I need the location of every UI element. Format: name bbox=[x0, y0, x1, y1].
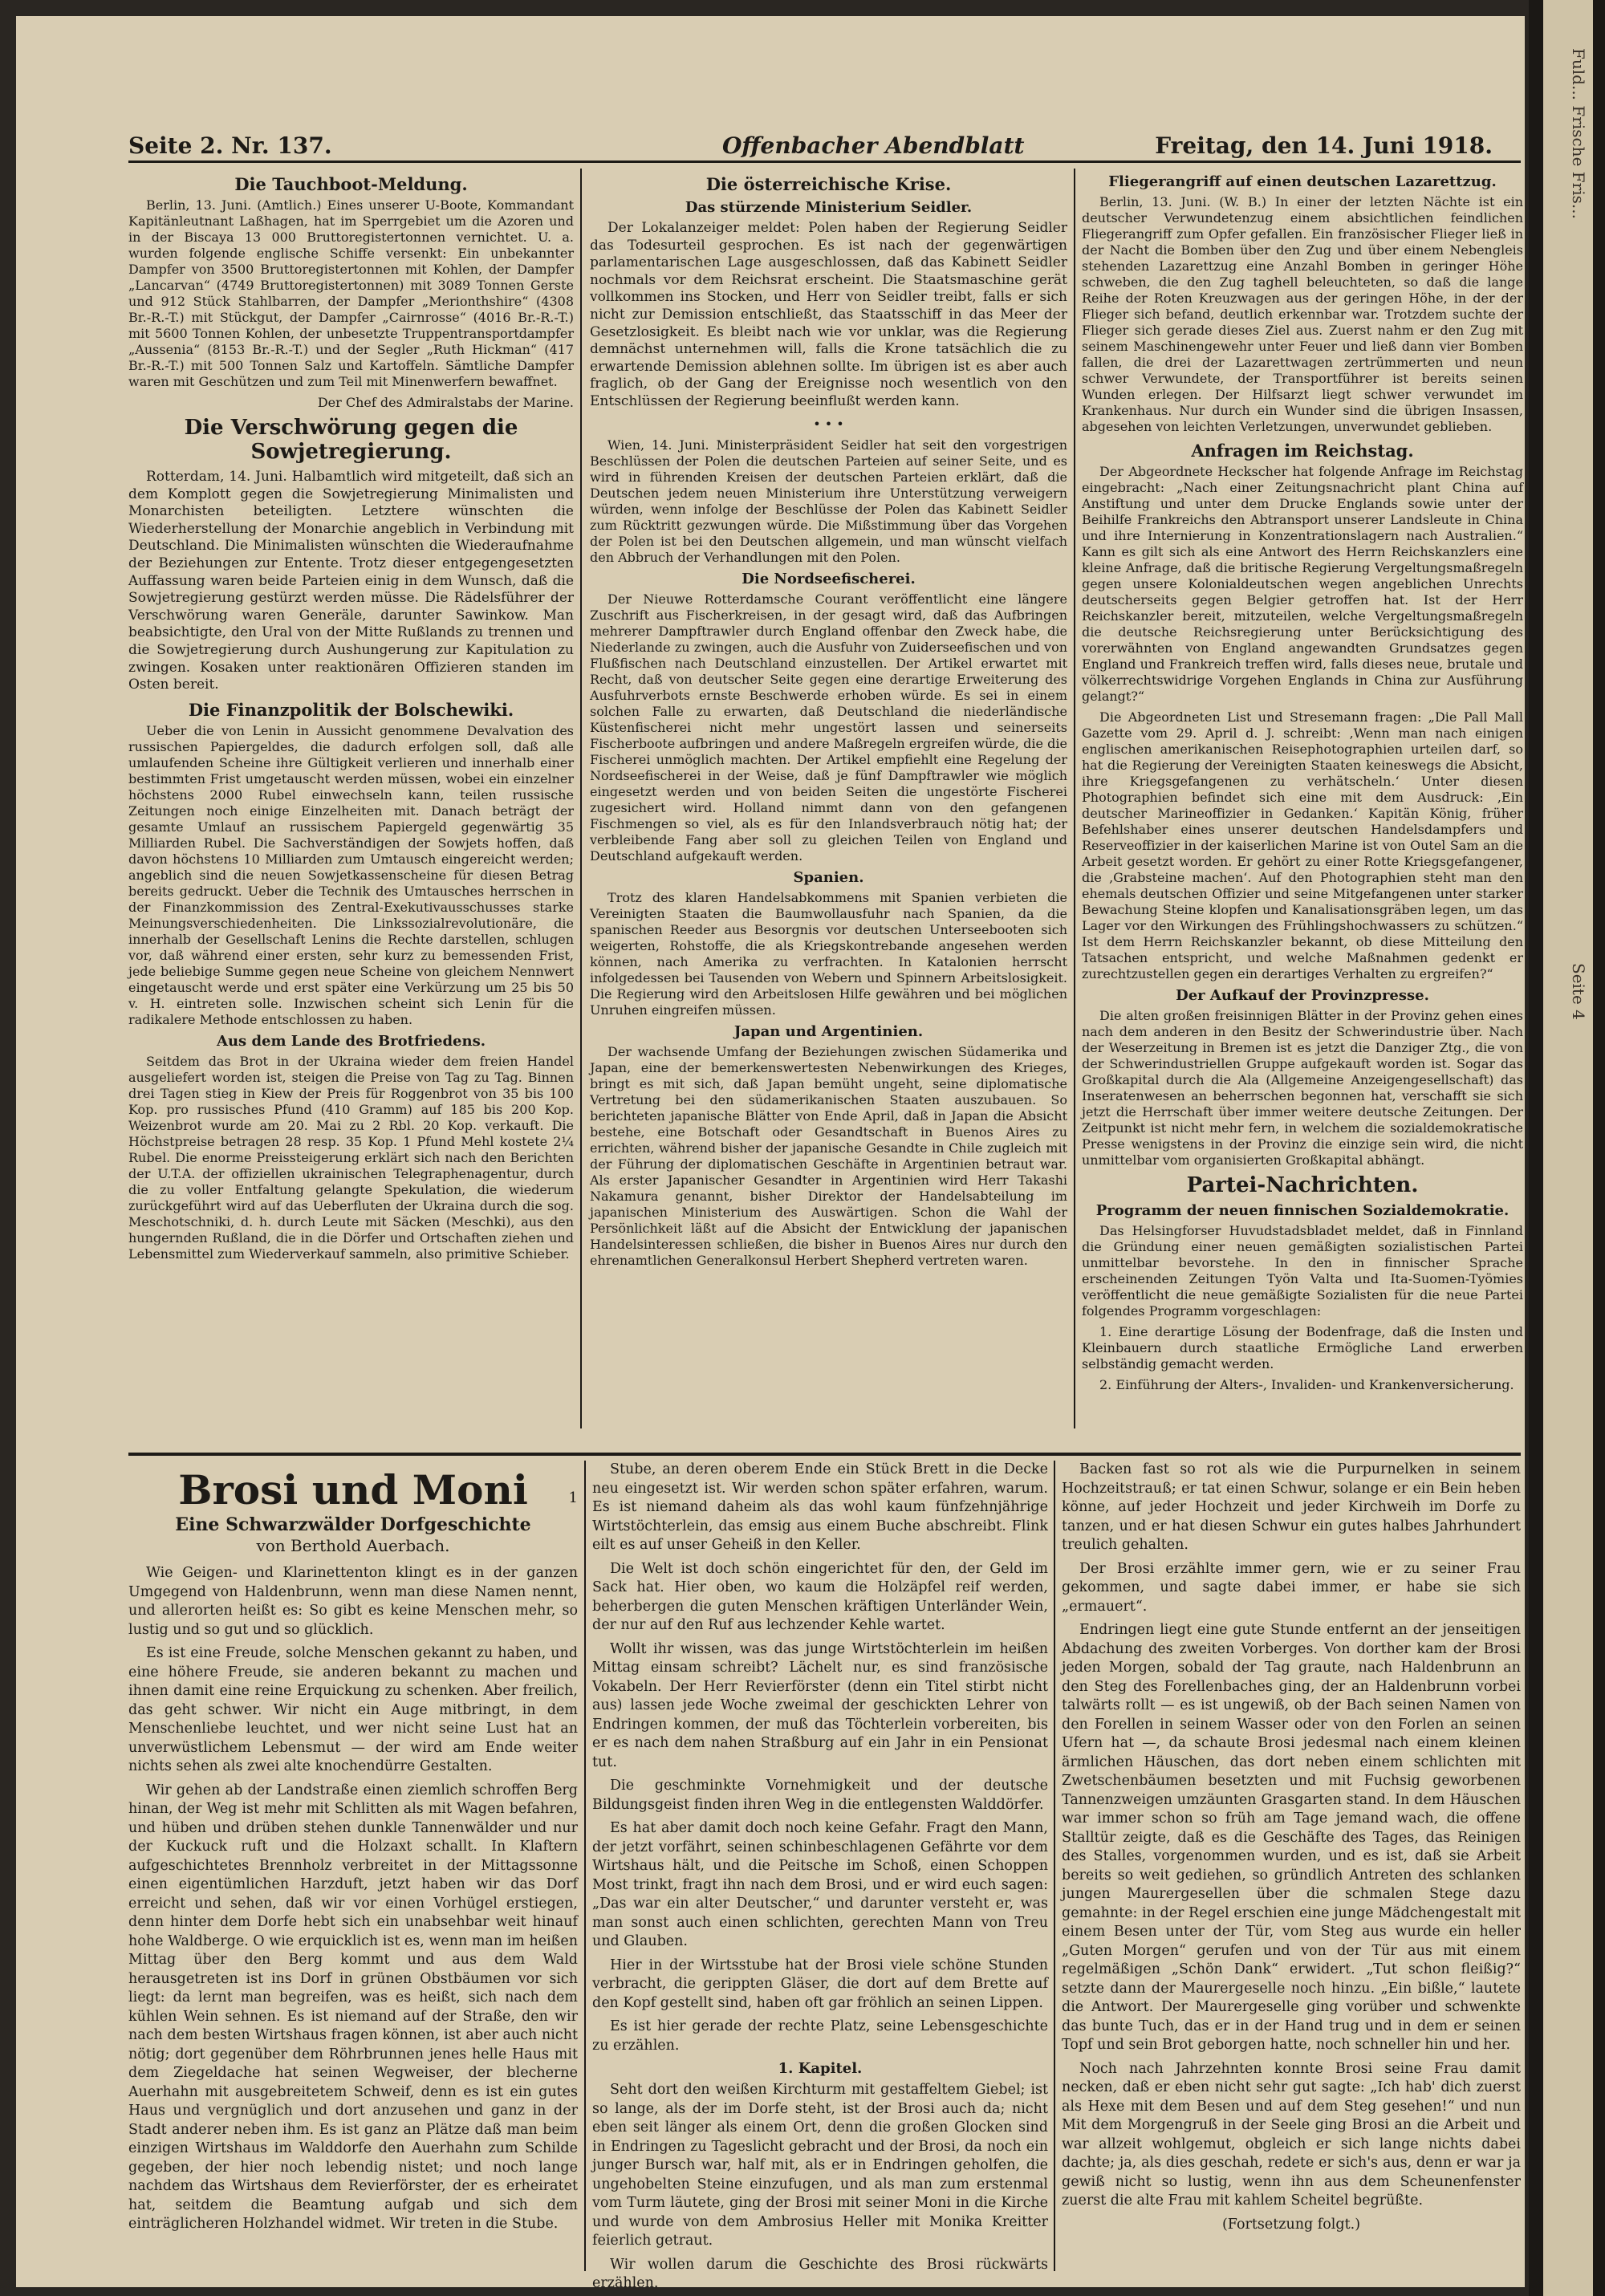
novel-column-2 bbox=[592, 1461, 1048, 2291]
article-party-news: Das Helsingforser Huvudstadsbladet meldet, daß in Finnland die Gründung einer neuen gemäßigten sozialistischen Partei unmittelbar bevorstehe. In den in finnischer Sprache erscheinenden Zeitungen Työn Valta und Ita-Suomen-Työmies veröffentlicht die neue gemäßigte Sozialisten für die neue Partei folgendes Programm vorgeschlagen: bbox=[1082, 1223, 1523, 1319]
headline-japan-argentina: Japan und Argentinien. bbox=[733, 1023, 924, 1041]
article-spain: Trotz des klaren Handelsabkommens mit Spanien verbieten die Vereinigten Staaten die Baumwollausfuhr nach Spanien, da die spanischen Reeder aus Besorgnis vor deutschen Unterseebooten sich weigerten, Rohstoffe, die als Kriegskontrebande angesehen werden können, nach Amerika zu verfrachten. In Katalonien herrscht infolgedessen bei Tausenden von Webern und Spinnern Arbeitslosigkeit. Die Regierung wird den Arbeitslosen Hilfe gewähren und bei möglichen Unruhen eingreifen müssen. bbox=[590, 890, 1067, 1018]
program-point-1: 1. Eine derartige Lösung der Bodenfrage, daß die Insten und Kleinbauern durch staatliche Ermögliche Land erwerben selbständig gemacht werden. bbox=[1082, 1324, 1523, 1372]
article-austrian-crisis: Der Lokalanzeiger meldet: Polen haben der Regierung Seidler das Todesurteil gesprochen. Es ist nach der gegenwärtigen parlamentarischen Lage ausgeschlossen, daß das Kabinett Seidler nochmals vor dem Reichsrat erscheint. Die Staatsmaschine gerät vollkommen ins Stocken, und Herr von Seidler treibt, falls er sich nicht zur Demission entschließt, das Staatsschiff in das Meer der Gesetzlosigkeit. Es bleibt nach wie vor unklar, was die Regierung demnächst unternehmen will, falls die Krone tatsächlich die zu erwartende Demission ablehnen sollte. Im übrigen ist es aber auch fraglich, ob der Gang der Ereignisse noch wesentlich von den Entschlüssen der Regierung beeinflußt werden kann. bbox=[590, 220, 1067, 409]
novel-paragraph: Es ist eine Freude, solche Menschen gekannt zu haben, und eine höhere Freude, sie anderen bekannt zu machen und ihnen damit eine reine Erquickung zu schenken. Aber freilich, das geht schwer. Wir nicht ein Auge mitbringt, in dem Menschenliebe leuchtet, und wer nicht seine Lust hat an unverwüstlichem Lebensmut — der wird am Ende weiter nichts sehen als zwei alte knochendürre Gestalten. bbox=[128, 1645, 578, 1775]
continuation-note: (Fortsetzung folgt.) bbox=[1221, 2216, 1361, 2233]
headline-spain: Spanien. bbox=[793, 869, 864, 887]
novel-paragraph: Hier in der Wirtsstube hat der Brosi viele schöne Stunden verbracht, die gerippten Gläser, die dort auf dem Brette auf den Kopf gestellt sind, haben oft gar fröhlich an seinen Lippen. bbox=[592, 1957, 1048, 2011]
book-binding bbox=[1529, 0, 1605, 2296]
headline-north-sea-fishery: Die Nordseefischerei. bbox=[742, 571, 916, 588]
article-bread-peace: Seitdem das Brot in der Ukraina wieder dem freien Handel ausgeliefert worden ist, steigen die Preise von Tag zu Tag. Binnen drei Tagen stieg in Kiew der Preis für Roggenbrot von 35 bis 100 Kop. pro russisches Pfund (410 Gramm) auf 185 bis 200 Kop. Weizenbrot wurde am 20. Mai zu 2 Rbl. 20 Kop. verkauft. Die Höchstpreise betragen 28 resp. 35 Kop. 1 Pfund Mehl kostete 2¼ Rubel. Die enorme Preissteigerung erklärt sich nach den Berichten der U.T.A. der offiziellen ukrainischen Telegraphenagentur, durch die zu voller Entfaltung gelangte Spekulation, die wiederum zurückgeführt wird auf das Ueberfluten der Ukraina durch die sog. Meschotschniki, d. h. durch Leute mit Säcken (Meschki), aus den hungernden Rußland, die in die Dörfer und Ortschaften ziehen und Lebensmittel zum Wiederverkauf sammeln, also primitive Schieber. bbox=[128, 1053, 574, 1262]
headline-provincial-press: Der Aufkauf der Provinzpresse. bbox=[1176, 987, 1429, 1004]
novel-paragraph: Es hat aber damit doch noch keine Gefahr. Fragt den Mann, der jetzt vorfährt, seinen schinbeschlagenen Gefährte vor dem Wirtshaus hält, und die Peitsche im Schoß, einen Schoppen Most trinkt, fragt ihn nach dem Brosi, und er wird euch sagen: „Das war ein alter Deutscher,“ und darunter versteht er, was man sonst auch einen schlichten, gerechten Mann von Treu und Glauben. bbox=[592, 1820, 1048, 1949]
masthead-rule bbox=[128, 161, 1521, 163]
article-vienna: Wien, 14. Juni. Ministerpräsident Seidler hat seit den vorgestrigen Beschlüssen der Polen die deutschen Parteien auf seiner Seite, und es wird in führenden Kreisen der deutschen Parteien erklärt, daß die Deutschen jedem neuen Ministerium ihre Unterstützung verweigern würden, wenn infolge der Beschlüsse der Polen das Kabinett Seidler zum Rücktritt gezwungen würde. Die Mißstimmung über das Vorgehen der Polen ist bei den Deutschen allgemein, und man wünscht vielfach den Abbruch der Verhandlungen mit den Polen. bbox=[590, 437, 1067, 566]
novel-paragraph: Es ist hier gerade der rechte Platz, seine Lebensgeschichte zu erzählen. bbox=[592, 2018, 1048, 2054]
novel-paragraph: Die geschminkte Vornehmigkeit und der deutsche Bildungsgeist finden ihren Weg in die entlegensten Walddörfer. bbox=[592, 1778, 1048, 1813]
article-air-raid: Berlin, 13. Juni. (W. B.) In einer der letzten Nächte ist ein deutscher Verwundetenzug einem absichtlichen feindlichen Fliegerangriff zum Opfer gefallen. Ein französischer Flieger ließ in der Nacht die Bomben über den Zug und über einem Nebengleis stehenden Lazarettzug eine Anzahl Bomben in geringer Höhe schweben, die den Zug taghell beleuchteten, so daß die lange Reihe der Roten Kreuzwagen aus der geringen Höhe, in der der Flieger sich befand, deutlich erkennbar war. Trotzdem suchte der Flieger sich gerade dieses Ziel aus. Zuerst nahm er den Zug mit seinem Maschinengewehr unter Feuer und ließ dann vier Bomben fallen, die drei der Lazarettwagen zertrümmerten und neun schwer Verwundete, der Transportführer ist bereits seinen Wunden erlegen. Der Hilfsarzt liegt schwer verwundet im Krankenhaus. Nur durch ein Wunder sind die übrigen Insassen, abgesehen von leichten Verletzungen, unverwundet geblieben. bbox=[1082, 194, 1523, 434]
column-3 bbox=[1082, 169, 1523, 1424]
adjacent-page-text: Seite 4 bbox=[1569, 963, 1588, 1020]
program-point-2: 2. Einführung der Alters-, Invaliden- und Krankenversicherung. bbox=[1099, 1377, 1514, 1392]
installment-number: 1 bbox=[568, 1489, 578, 1506]
column-divider bbox=[1054, 1461, 1055, 2271]
column-divider bbox=[580, 169, 582, 1428]
article-signature: Der Chef des Admiralstabs der Marine. bbox=[317, 395, 574, 410]
novel-paragraph: Noch nach Jahrzehnten konnte Brosi seine Frau damit necken, daß er eben nicht sehr gut sagte: „Ich hab' dich zuerst als Hexe mit dem Besen und auf dem Steg gesehen!“ und nun Mit dem Morgengruß in der Seele ging Brosi an die Arbeit und war allzeit wohlgemut, obgleich er sich lange nichts dabei dachte; ja, als dies geschah, redete er sich's aus, denn er war ja gewiß nicht so lustig, wenn ihn aus dem Scheunenfenster zuerst die alte Frau mit kahlem Scheitel begrüßte. bbox=[1062, 2060, 1521, 2209]
headline-air-raid: Fliegerangriff auf einen deutschen Lazarettzug. bbox=[1108, 173, 1497, 190]
novel-paragraph: Wir wollen darum die Geschichte des Brosi rückwärts erzählen. bbox=[592, 2256, 1048, 2291]
novel-column-3 bbox=[1062, 1461, 1521, 2267]
column-1 bbox=[128, 169, 574, 1424]
newspaper-name: Offenbacher Abendblatt bbox=[722, 132, 1025, 159]
novel-paragraph: Wie Geigen- und Klarinettenton klingt es in der ganzen Umgegend von Haldenbrunn, wenn man diese Namen nennt, und allerorten heißt es: So gibt es keine Menschen mehr, so lustig und so gut und so glücklich. bbox=[128, 1565, 578, 1638]
novel-paragraph: Seht dort den weißen Kirchturm mit gestaffeltem Giebel; ist so lange, als der im Dorfe steht, ist der Brosi auch da; nicht eben seit länger als einem Ort, denn die großen Glocken sind in Endringen zu Tageslicht gebracht und der Brosi, da noch ein junger Bursch war, half mit, als er in Endringen geholfen, die ungehobelten Steine einzufugen, und als man zum erstenmal vom Turm läutete, ging der Brosi mit seiner Moni in die Kirche und wurde von dem Ambrosius Heller mit Monika Kreitter feierlich getraut. bbox=[592, 2082, 1048, 2249]
novel-paragraph: Die Welt ist doch schön eingerichtet für den, der Geld im Sack hat. Hier oben, wo kaum die Holzäpfel reif werden, beherbergen die guten Menschen kräftigen Unterländer Wein, der nur auf den Ruf aus lechzender Kehle wartet. bbox=[592, 1560, 1048, 1633]
article-japan-argentina: Der wachsende Umfang der Beziehungen zwischen Südamerika und Japan, eine der bemerkenswertesten Nebenwirkungen des Krieges, bringt es mit sich, daß Japan bemüht ungeht, seine diplomatische Vertretung bei den südamerikanischen Staaten auszubauen. So berichteten japanische Blätter von Ende April, daß in Japan die Absicht bestehe, eine Botschaft oder Gesandtschaft in Buenos Aires zu errichten, während bisher der japanische Gesandte in Chile zugleich mit der Führung der diplomatischen Geschäfte in Argentinien betraut war. Als erster Japanischer Gesandter in Argentinien wird Herr Takashi Nakamura genannt, bisher Direktor der Handelsabteilung im japanischen Ministerium des Auswärtigen. Schon die Wahl der Persönlichkeit läßt auf die Absicht der Entwicklung der japanischen Handelsinteressen schließen, die bisher in Buenos Aires nur durch den ehrenamtlichen Generalkonsul Herbert Shepherd vertreten waren. bbox=[590, 1044, 1067, 1269]
article-conspiracy: Rotterdam, 14. Juni. Halbamtlich wird mitgeteilt, daß sich an dem Komplott gegen die Sowjetregierung Minimalisten und Monarchisten beteiligten. Letztere wünschten die Wiederherstellung der Monarchie angeblich in Verbindung mit Deutschland. Die Minimalisten wünschten die Wiederaufnahme der Beziehungen zur Entente. Trotz dieser entgegengesetzten Auffassung waren beide Parteien einig in dem Wunsch, daß die Sowjetregierung gestürzt werden müsse. Die Rädelsführer der Verschwörung waren Generäle, darunter Sawinkow. Man beabsichtigte, den Ural von der Mitte Rußlands zu trennen und die Sowjetregierung durch Aushungerung zur Kapitulation zu zwingen. Kosaken unter reaktionären Offizieren standen im Osten bereit. bbox=[128, 469, 574, 693]
article-submarine: Berlin, 13. Juni. (Amtlich.) Eines unserer U-Boote, Kommandant Kapitänleutnant Laßhagen, hat im Sperrgebiet um die Azoren und in der Biscaya 13 000 Bruttoregistertonnen vernichtet. U. a. wurden folgende englische Schiffe versenkt: Ein unbekannter Dampfer von 3500 Bruttoregistertonnen mit Kohlen, der Dampfer „Lancarvan“ (4749 Bruttoregistertonnen) mit 3089 Tonnen Gerste und 912 Stück Stahlbarren, der Dampfer „Merionthshire“ (4308 Br.-R.-T.) mit Stückgut, der Dampfer „Cairnrosse“ (4016 Br.-R.-T.) mit 5600 Tonnen Kohlen, der unbesetzte Truppentransportdampfer „Aussenia“ (8153 Br.-R.-T.) und der Segler „Ruth Hickman“ (417 Br.-R.-T.) mit 500 Tonnen Salz und Kartoffeln. Sämtliche Dampfer waren mit Geschützen und zum Teil mit Minenwerfern bewaffnet. bbox=[128, 197, 574, 389]
headline-bread-peace: Aus dem Lande des Brotfriedens. bbox=[216, 1032, 486, 1050]
headline-party-news: Partei-Nachrichten. bbox=[1186, 1173, 1419, 1197]
date-line: Freitag, den 14. Juni 1918. bbox=[1155, 132, 1493, 159]
column-divider bbox=[1074, 169, 1075, 1428]
article-north-sea-fishery: Der Nieuwe Rotterdamsche Courant veröffentlicht eine längere Zuschrift aus Fischerkreisen, in der gesagt wird, daß das Aufbringen mehrerer Dampftrawler durch England offenbar den Zweck habe, die Niederlande zu zwingen, auch die Ausfuhr von Zuiderseefischen und von Flußfischen nach Deutschland einzustellen. Der Artikel erwartet mit Recht, daß von deutscher Seite gegen eine derartige Erweiterung des Ausfuhrverbots ernste Beschwerde erhoben würde. Es sei in einem solchen Falle zu erwarten, daß Deutschland die niederländische Küstenfischerei nicht mehr ungestört lassen und seinerseits Fischerboote aufbringen und andere Maßregeln ergreifen würde, die die Fischerei unmöglich machten. Der Artikel empfiehlt eine Regelung der Nordseefischerei in der Weise, daß je fünf Dampftrawler wie möglich eingesetzt werden und von beiden Seiten die ungestörte Fischerei zugesichert wird. Holland nimmt dann von den gefangenen Fischmengen so viel, als es für den Inlandsverbrauch nötig hat; der verbleibende Fang aber soll zu gleichen Teilen von England und Deutschland aufgekauft werden. bbox=[590, 591, 1067, 864]
novel-title: Brosi und Moni bbox=[178, 1466, 528, 1514]
newspaper-page bbox=[16, 16, 1525, 2291]
headline-bolshevik-finance: Die Finanzpolitik der Bolschewiki. bbox=[188, 699, 514, 720]
subheadline-austrian-crisis: Das stürzende Ministerium Seidler. bbox=[685, 199, 973, 216]
novel-paragraph: Endringen liegt eine gute Stunde entfernt an der jenseitigen Abdachung des zweiten Vorberges. Von dorther kam der Brosi jeden Morgen, sobald der Tag graute, nach Haldenbrunn an den Steg des Forellenbaches ging, der an Haldenbrunn vorbei talwärts rollt — es ist ungewiß, ob der Bach seinen Namen von den Forellen in seinem Wasser oder von den Forlen an seinen Ufern hat —, da schaute Brosi jedesmal nach einem kleinen ärmlichen Häuschen, das dort neben einem schlichten mit Zwetschenbäumen besetzten und mit Fuchsig geworbenen Tannenzweigen umzäunten Grasgarten stand. In dem Häuschen war immer schon so früh am Tage jemand wach, die offene Stalltür zeigte, daß es die Geschäfte des Tages, das Reinigen des Stalles, vorgenommen wurden, und es ist, daß sie Arbeit bereits so weit gediehen, so gründlich Antreten des schlanken jungen Maurergesellen über die schmalen Stege dazu gemahnte: in der Regel erschien eine junge Mädchengestalt mit einem Besen unter der Tür, vom Steg aus wurde ein heller „Guten Morgen“ gerufen und von der Tür aus mit einem regelmäßigen „Schön Dank“ erwidert. „Tut schon fleißig?“ setzte dann der Maurergeselle noch hinzu. „Ein bißle,“ lautete die Antwort. Der Maurergeselle ging vorüber und schwenkte das bunte Tuch, das er in der Hand trug und in dem er seinen Topf und sein Brot geborgen hatte, noch schneller hin und her. bbox=[1062, 1622, 1521, 2053]
article-bolshevik-finance: Ueber die von Lenin in Aussicht genommene Devalvation des russischen Papiergeldes, die dadurch erfolgen soll, daß alle umlaufenden Scheine ihre Gültigkeit verlieren und innerhalb einer bestimmten Frist umgetauscht werden müssen, wobei ein einzelner höchstens 2000 Rubel einwechseln kann, teilen russische Zeitungen noch einige Einzelheiten mit. Danach beträgt der gesamte Umlauf an russischem Papiergeld gegenwärtig 35 Milliarden Rubel. Die Sachverständigen der Sowjets hoffen, daß davon höchstens 10 Milliarden zum Umtausch eingereicht werden; angeblich sind die neuen Sowjetkassenscheine für diesen Betrag bereits gedruckt. Ueber die Technik des Umtausches herrschen in der Finanzkommission des Zentral-Exekutivausschusses starke Meinungsverschiedenheiten. Die Linkssozialrevolutionäre, die innerhalb der Gesellschaft Lenins die Rechte darstellen, schlugen vor, daß während einer ersten, sehr kurz zu bemessenden Frist, jede beliebige Summe gegen neue Scheine von gleichem Nennwert eingetauscht werde und erst später eine Verkürzung um 25 bis 50 v. H. eintreten solle. Inzwischen scheint sich Lenin für die radikalere Methode entschlossen zu haben. bbox=[128, 722, 574, 1027]
column-2 bbox=[590, 169, 1067, 1424]
headline-submarine: Die Tauchboot-Meldung. bbox=[234, 174, 468, 194]
novel-paragraph: Wollt ihr wissen, was das junge Wirtstöchterlein im heißen Mittag einsam schreibt? Lächelt nur, es sind französische Vokabeln. Der Herr Revierförster (denn ein Titel stirbt nicht aus) lassen jede Woche zweimal der geschickten Lehrer von Endringen kommen, der muß das Töchterlein vorbereiten, bis er es nach dem nahen Straßburg auf ein Jahr in ein Pensionat tut. bbox=[592, 1640, 1048, 1770]
column-divider bbox=[584, 1461, 586, 2271]
novel-paragraph: Wir gehen ab der Landstraße einen ziemlich schroffen Berg hinan, der Weg ist mehr mit Schlitten als mit Wagen befahren, und hüben und drüben stehen dunkle Tannenwälder und nur der Kuckuck ruft und die Holzaxt schallt. In Klaftern aufgeschichtetes Brennholz verbreitet in der Mittagssonne einen eigentümlichen Harzduft, jetzt haben wir das Dorf erreicht und sehen, daß wir vor einen Vorhügel erstiegen, denn hinter dem Dorfe hebt sich ein unabsehbar weit hinauf hohe Waldberge. O wie erquicklich ist es, wenn man im heißen Mittag über den Berg kommt und aus dem Wald herausgetreten ist ins Dorf in grünen Obstbäumen vor sich liegt: da lernt man begreifen, was es heißt, sich nach dem kühlen Wein sehnen. Es ist niemand auf der Straße, den wir nach dem besten Wirtshaus fragen können, ist aber auch nicht nötig; dort gegenüber dem Röhrbrunnen jenes helle Haus mit dem Ziegeldache hat seinen Wegweiser, der blecherne Auerhahn mit ausgebreitetem Schweif, denn es ist ein gutes Haus und vergnüglich und dort anzusehen und ganz in der Stadt anderer neben ihm. Es ist ganz an Plätze daß man beim einzigen Wirtshaus im Walddorfe den Auerhahn zum Schilde gegeben, der hier noch lebendig nistet; und noch lange nachdem das Wirtshaus dem Revierförster, der es erheiratet hat, seitdem die Beamtung aufgab und sich dem einträglicheren Holzhandel widmet. Wir treten in die Stube. bbox=[128, 1782, 578, 2233]
separator: • • • bbox=[813, 416, 844, 432]
novel-column-1 bbox=[128, 1461, 578, 2267]
subheadline-party-news: Programm der neuen finnischen Sozialdemokratie. bbox=[1095, 1202, 1510, 1219]
novel-subtitle: Eine Schwarzwälder Dorfgeschichte bbox=[175, 1514, 531, 1535]
adjacent-page-text: Fuld... Frische Fris... bbox=[1569, 48, 1588, 219]
adjacent-page-strip bbox=[1543, 0, 1593, 2296]
headline-reichstag-questions: Anfragen im Reichstag. bbox=[1191, 441, 1414, 461]
article-reichstag-1: Der Abgeordnete Heckscher hat folgende Anfrage im Reichstag eingebracht: „Nach einer Zeitungsnachricht plant China auf Anstiftung und unter dem Drucke Englands sowie unter der Beihilfe Frankreichs den Abtransport unserer Landsleute in China und ihre Internierung in Konzentrationslagern nach Australien.“ Kann es gilt sich als eine Antwort des Herrn Reichskanzlers eine kleine Anfrage, daß die britische Regierung Vergeltungsmaßregeln gegen unsere Kolonialdeutschen wegen angeblichen Unrechts deutscherseits gegen Belgier getroffen hat. Ist der Herr Reichskanzler bereit, mitzuteilen, welche Vergeltungsmaßregeln die deutsche Reichsregierung unter Berücksichtigung des vorerwähnten von England angewandten Grundsatzes gegen England und Frankreich treffen wird, falls dieses neue, brutale und völkerrechtswidrige Vorgehen Englands in China zur Ausführung gelangt?“ bbox=[1082, 464, 1523, 704]
novel-paragraph: Der Brosi erzählte immer gern, wie er zu seiner Frau gekommen, und sagte dabei immer, er habe sie sich „ermauert“. bbox=[1062, 1560, 1521, 1615]
article-provincial-press: Die alten großen freisinnigen Blätter in der Provinz gehen eines nach dem anderen in den Besitz der Schwerindustrie über. Nach der Weserzeitung in Bremen ist es jetzt die Danziger Ztg., die von der Schwerindustriellen Gruppe aufgekauft worden ist. Sogar das Großkapital durch die Ala (Allgemeine Anzeigengesellschaft) das Inseratenwesen an beherrschen begonnen hat, verschafft sie sich jetzt die Herrschaft über immer weitere deutsche Zeitungen. Der Zeitpunkt ist nicht mehr fern, in welchem die sozialdemokratische Presse wenigstens in der Provinz die einzige sein wird, die nicht unmittelbar vom organisierten Großkapital abhängt. bbox=[1082, 1008, 1523, 1168]
headline-conspiracy: Die Verschwörung gegen die Sowjetregierung. bbox=[184, 416, 518, 464]
feuilleton-rule bbox=[128, 1453, 1521, 1456]
page-number-issue: Seite 2. Nr. 137. bbox=[128, 132, 332, 159]
article-reichstag-2: Die Abgeordneten List und Stresemann fragen: „Die Pall Mall Gazette vom 29. April d. J. schreibt: ‚Wenn man nach einigen englischen amerikanischen Reisephotographien urteilen darf, so hat die Regierung der Vereinigten Staaten keineswegs die Absicht, ihre Kriegsgefangenen zu verhätscheln.‘ Unter diesen Photographien befindet sich eine mit dem Ausdruck: ‚Ein deutscher Marineoffizier in Gedanken.‘ Kapitän König, früher Befehlshaber eines unserer deutschen Handelsdampfers und Reserveoffizier in der kaiserlichen Marine ist von Outel Sam an die Arbeit gesetzt worden. Er gehört zu einer Rotte Kriegsgefangener, die ‚Grabsteine machen‘. Auf den Photographien steht man den ehemals deutschen Offizier und seine Mitgefangenen unter starker Bewachung Steine klopfen und Kanalisationsgräben legen, um das Lager vor den Wirkungen des Frühlingshochwassers zu schützen.“ Ist dem Herrn Reichskanzler bekannt, ob diese Mitteilung den Tatsachen entspricht, und welche Maßnahmen gedenkt er zurechtzustellen gegen ein derartiges Verhalten zu ergreifen?“ bbox=[1082, 709, 1523, 981]
novel-author: von Berthold Auerbach. bbox=[256, 1535, 450, 1555]
novel-paragraph: Backen fast so rot als wie die Purpurnelken in seinem Hochzeitstrauß; er tat einen Schwur, solange er ein Bein heben könne, auf jeder Hochzeit und jeder Kirchweih im Dorfe zu tanzen, und er hat diesen Schwur ein gutes halbes Jahrhundert treulich gehalten. bbox=[1062, 1461, 1521, 1553]
chapter-heading: 1. Kapitel. bbox=[778, 2060, 863, 2077]
novel-paragraph: Stube, an deren oberem Ende ein Stück Brett in die Decke neu eingesetzt ist. Wir werden schon später erfahren, warum. Es ist niemand daheim als das wohl kaum fünfzehnjährige Wirtstöchterlein, das emsig aus einem Buche abschreibt. Flink eilt es auf unser Geheiß in den Keller. bbox=[592, 1461, 1048, 1553]
headline-austrian-crisis: Die österreichische Krise. bbox=[705, 174, 952, 194]
